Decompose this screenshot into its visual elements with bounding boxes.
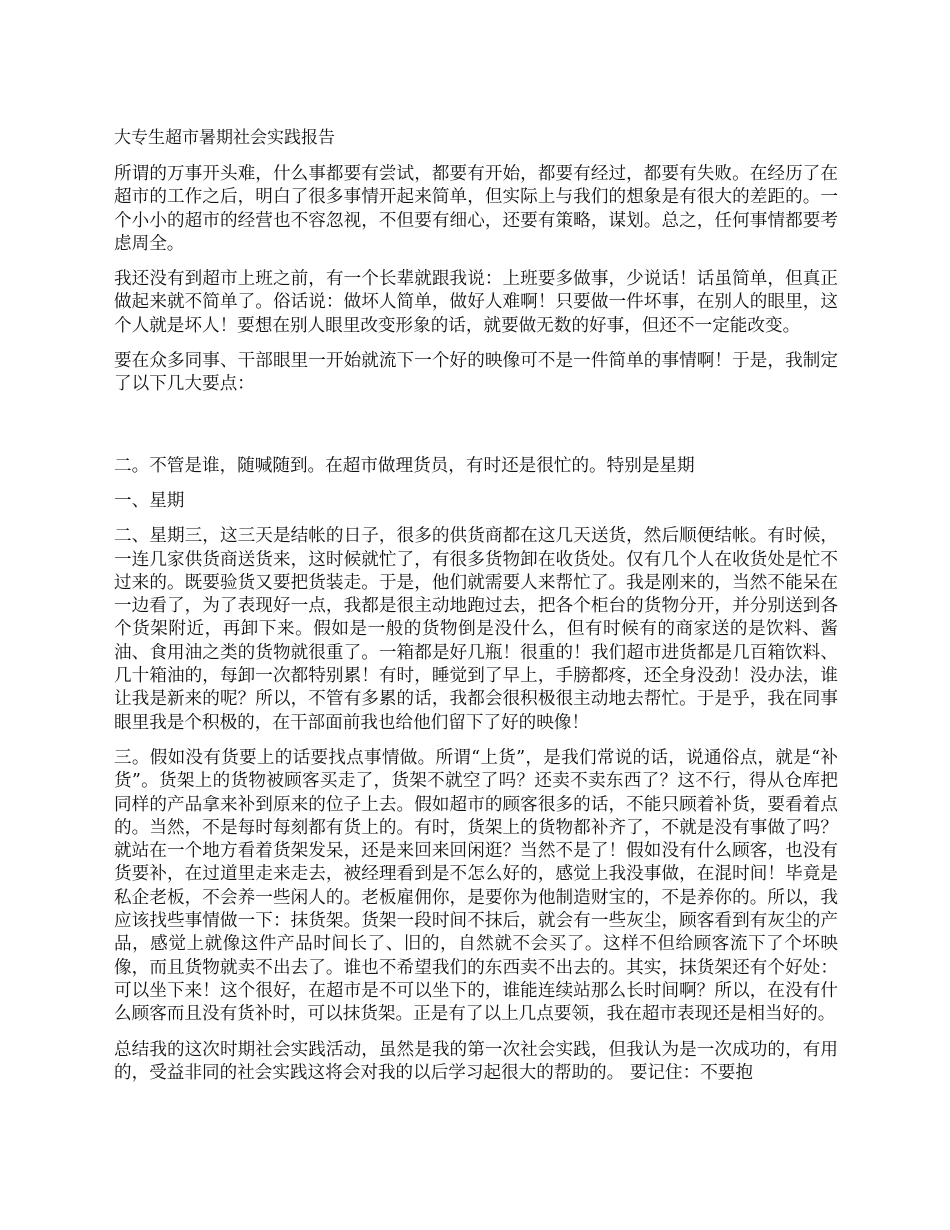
paragraph-key-points: 要在众多同事、干部眼里一开始就流下一个好的映像可不是一件简单的事情啊！于是，我制定了以下几大要点： <box>114 351 838 395</box>
document-title: 大专生超市暑期社会实践报告 <box>114 128 335 148</box>
document-page <box>114 127 838 1097</box>
blank-gap <box>114 409 838 455</box>
paragraph-weekday-one: 一、星期 <box>114 490 185 511</box>
paragraph-advice: 我还没有到超市上班之前，有一个长辈就跟我说：上班要多做事，少说话！话虽简单，但真正做起来就不简单了。俗话说：做坏人简单，做好人难啊！只要做一件坏事，在别人的眼里，这个人就是坏人！要想在别人眼里改变形象的话，就要做无数的好事，但还不一定能改变。 <box>114 269 838 336</box>
paragraph-summary: 总结我的这次时期社会实践活动，虽然是我的第一次社会实践，但我认为是一次成功的，有用的，受益非同的社会实践这将会对我的以后学习起很大的帮助的。 要记住：不要抱 <box>114 1039 838 1083</box>
paragraph-weekday-two: 二、星期三，这三天是结帐的日子，很多的供货商都在这几天送货，然后顺便结帐。有时候，一连几家供货商送货来，这时候就忙了，有很多货物卸在收货处。仅有几个人在收货处是忙不过来的。既要验货又要把货装走。于是，他们就需要人来帮忙了。我是刚来的，当然不能呆在一边看了，为了表现好一点，我都是很主动地跑过去，把各个柜台的货物分开，并分别送到各个货架附近，再卸下来。假如是一般的货物倒是没什么，但有时候有的商家送的是饮料、酱油、食用油之类的货物就很重了。一箱都是好几瓶！很重的！我们超市进货都是几百箱饮料、几十箱油的，每卸一次都特别累！有时，睡觉到了早上，手膀都疼，还全身没劲！没办法，谁让我是新来的呢？所以，不管有多累的话，我都会很积极很主动地去帮忙。于是乎，我在同事眼里我是个积极的，在干部面前我也给他们留下了好的映像！ <box>114 526 838 733</box>
paragraph-intro: 所谓的万事开头难，什么事都要有尝试，都要有开始，都要有经过，都要有失败。在经历了在超市的工作之后，明白了很多事情开起来简单，但实际上与我们的想象是有很大的差距的。一个小小的超市的经营也不容忽视，不但要有细心，还要有策略，谋划。总之，任何事情都要考虑周全。 <box>114 164 838 254</box>
paragraph-point-two: 二。不管是谁，随喊随到。在超市做理货员，有时还是很忙的。特别是星期 <box>114 455 695 476</box>
paragraph-point-three: 三。假如没有货要上的话要找点事情做。所谓“上货”，是我们常说的话，说通俗点，就是“补货”。货架上的货物被顾客买走了，货架不就空了吗？还卖不卖东西了？这不行，得从仓库把同样的产品拿来补到原来的位子上去。假如超市的顾客很多的话，不能只顾着补货，要看着点的。当然，不是每时每刻都有货上的。有时，货架上的货物都补齐了，不就是没有事做了吗？就站在一个地方看着货架发呆，还是来回来回闲逛？当然不是了！假如没有什么顾客，也没有货要补，在过道里走来走去，被经理看到是不怎么好的，感觉上我没事做，在混时间！毕竟是私企老板，不会养一些闲人的。老板雇佣你，是要你为他制造财宝的，不是养你的。所以，我应该找些事情做一下：抹货架。货架一段时间不抹后，就会有一些灰尘，顾客看到有灰尘的产品，感觉上就像这件产品时间长了、旧的，自然就不会买了。这样不但给顾客流下了个坏映像，而且货物就卖不出去了。谁也不希望我们的东西卖不出去的。其实，抹货架还有个好处：可以坐下来！这个很好，在超市是不可以坐下的，谁能连续站那么长时间啊？所以，在没有什么顾客而且没有货补时，可以抹货架。正是有了以上几点要领，我在超市表现还是相当好的。 <box>114 747 838 1025</box>
